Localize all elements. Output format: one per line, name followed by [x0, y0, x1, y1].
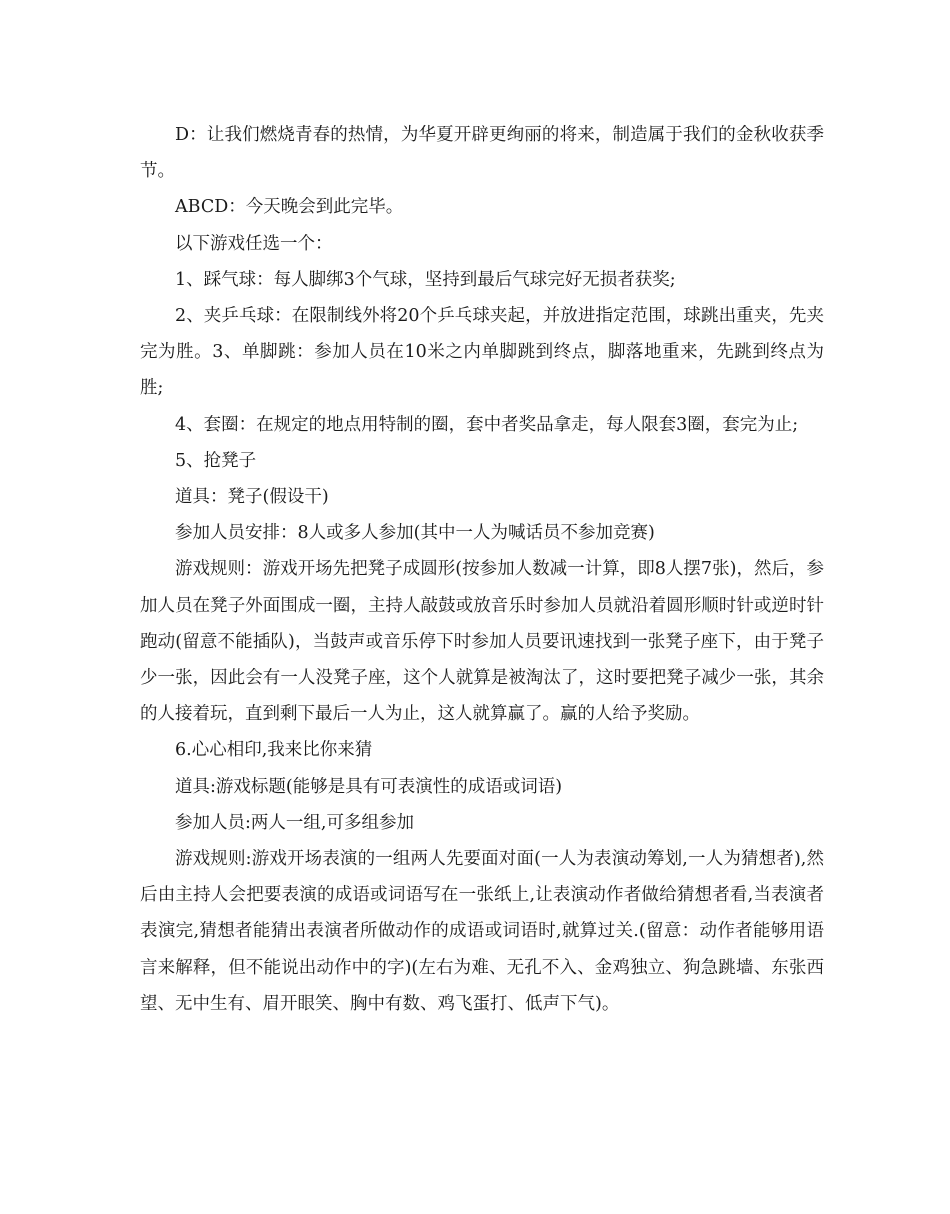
paragraph-closing-abcd: ABCD：今天晚会到此完毕。 — [175, 197, 404, 218]
paragraph-game-5-rules: 游戏规则：游戏开场先把凳子成圆形(按参加人数减一计算，即8人摆7张)，然后，参加人员在凳子外面围成一圈，主持人敲鼓或放音乐时参加人员就沿着圆形顺时针或逆时针跑动(留意不能插队)，当鼓声或音乐停下时参加人员要讯速找到一张凳子座下，由于凳子少一张，因此会有一人没凳子座，这个人就算是被淘汰了，这时要把凳子减少一张，其余的人接着玩，直到剩下最后一人为止，这人就算赢了。赢的人给予奖励。 — [140, 559, 824, 725]
paragraph-game-6-participants: 参加人员:两人一组,可多组参加 — [175, 812, 414, 833]
paragraph-game-5-participants: 参加人员安排：8人或多人参加(其中一人为喊话员不参加竞赛) — [175, 523, 655, 544]
document-body — [140, 117, 824, 1022]
paragraph-games-intro: 以下游戏任选一个： — [175, 233, 333, 254]
paragraph-game-5-title: 5、抢凳子 — [175, 450, 257, 471]
paragraph-game-6-rules: 游戏规则:游戏开场表演的一组两人先要面对面(一人为表演动筹划,一人为猜想者),然后由主持人会把要表演的成语或词语写在一张纸上,让表演动作者做给猜想者看,当表演者表演完,猜想者能猜出表演者所做动作的成语或词语时,就算过关.(留意：动作者能够用语言来解释，但不能说出动作中的字)(左右为难、无孔不入、金鸡独立、狗急跳墙、东张西望、无中生有、眉开眼笑、胸中有数、鸡飞蛋打、低声下气)。 — [140, 849, 824, 1014]
paragraph-game-5-props: 道具：凳子(假设干) — [175, 487, 329, 508]
paragraph-game-2-3: 2、夹乒乓球：在限制线外将20个乒乓球夹起，并放进指定范围，球跳出重夹，先夹完为胜。3、单脚跳：参加人员在10米之内单脚跳到终点，脚落地重来，先跳到终点为胜; — [140, 306, 824, 399]
paragraph-closing-d: D：让我们燃烧青春的热情，为华夏开辟更绚丽的将来，制造属于我们的金秋收获季节。 — [140, 125, 824, 182]
paragraph-game-6-props: 道具:游戏标题(能够是具有可表演性的成语或词语) — [175, 776, 563, 797]
paragraph-game-1: 1、踩气球：每人脚绑3个气球，坚持到最后气球完好无损者获奖; — [175, 269, 676, 290]
paragraph-game-4: 4、套圈：在规定的地点用特制的圈，套中者奖品拿走，每人限套3圈，套完为止; — [175, 414, 799, 435]
paragraph-game-6-title: 6.心心相印,我来比你来猜 — [175, 740, 373, 761]
